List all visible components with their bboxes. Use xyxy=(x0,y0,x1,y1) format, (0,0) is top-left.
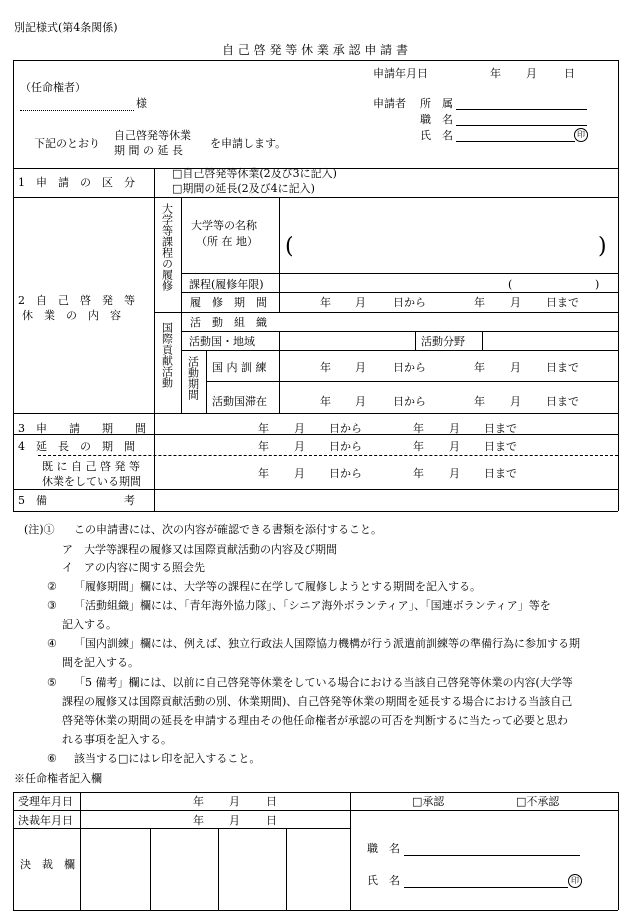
note6: 該当する□にはレ印を記入すること。 xyxy=(74,752,261,765)
appointer-field[interactable] xyxy=(20,110,134,111)
sama-label: 様 xyxy=(136,97,147,110)
option-extension-checkbox[interactable]: □期間の延長(2及び4に記入) xyxy=(172,182,315,195)
intro-option-extension: 期 間 の 延 長 xyxy=(114,144,183,157)
note1b: イ アの内容に関する照会先 xyxy=(62,561,205,574)
approver-seal-icon: 印 xyxy=(568,874,582,888)
row5-label: 5 備 考 xyxy=(18,494,135,507)
activity-country-label: 活動国・地域 xyxy=(189,335,255,348)
intro-option-leave: 自己啓発等休業 xyxy=(114,129,191,142)
stay-abroad-label: 活動国滞在 xyxy=(212,395,267,408)
decision-column-label: 決 裁 欄 xyxy=(20,858,75,871)
remarks-field[interactable] xyxy=(160,492,610,508)
intro-left: 下記のとおり xyxy=(34,137,100,150)
position-field[interactable] xyxy=(456,125,587,126)
affiliation-label: 所 属 xyxy=(420,97,453,110)
university-field-close: ) xyxy=(598,234,607,259)
row4b-label-line2: 休業をしている期間 xyxy=(42,475,141,488)
received-date-label: 受理年月日 xyxy=(18,795,73,808)
decided-date-label: 決裁年月日 xyxy=(18,814,73,827)
university-location-label: （所 在 地） xyxy=(196,235,258,248)
applicant-label: 申請者 xyxy=(373,97,406,110)
option-leave-checkbox[interactable]: □自己啓発等休業(2及び3に記入) xyxy=(172,167,337,180)
note5-line2: 課程の履修又は国際貢献活動の別、休業期間)、自己啓発等休業の期間を延長する場合における当該自己 xyxy=(62,695,573,708)
note2: 「履修期間」欄には、大学等の課程に在学して履修しようとする期間を記入する。 xyxy=(74,580,481,593)
university-course-vertical: 大学等課程の履修 xyxy=(160,203,174,291)
approver-name-label: 氏 名 xyxy=(367,874,400,887)
international-activity-vertical: 国際貢献活動 xyxy=(160,322,174,388)
intro-right: を申請します。 xyxy=(210,137,287,150)
approver-position-label: 職 名 xyxy=(367,842,400,855)
seal-icon: 印 xyxy=(574,128,588,142)
course-paren-open: ( xyxy=(508,278,513,291)
domestic-training-label: 国 内 訓 練 xyxy=(212,361,267,374)
row4b-label-line1: 既 に 自 己 啓 発 等 xyxy=(42,460,140,473)
course-paren-close: ) xyxy=(595,278,600,291)
row2-label-line1: 2 自 己 啓 発 等 xyxy=(18,294,135,307)
activity-field-label: 活動分野 xyxy=(421,335,465,348)
note4-line1: 「国内訓練」欄には、例えば、独立行政法人国際協力機構が行う派遣前訓練等の準備行為に参加する期 xyxy=(74,637,580,650)
note1a: ア 大学等課程の履修又は国際貢献活動の内容及び期間 xyxy=(62,543,337,556)
name-field[interactable] xyxy=(456,141,575,142)
name-label: 氏 名 xyxy=(420,129,453,142)
form-reference: 別記様式(第4条関係) xyxy=(14,21,118,34)
note5-line4: れる事項を記入する。 xyxy=(62,733,172,746)
date-day: 日 xyxy=(564,67,575,80)
position-label: 職 名 xyxy=(420,113,453,126)
note5-line3: 啓発等休業の期間の延長を申請する理由その他任命権者が承認の可否を判断するに当たって必要と思わ xyxy=(62,714,568,727)
approve-checkbox[interactable]: □承認 xyxy=(412,795,445,808)
activity-org-label: 活 動 組 織 xyxy=(190,316,267,329)
university-name-label: 大学等の名称 xyxy=(191,219,257,232)
note3-line1: 「活動組織」欄には、「青年海外協力隊」、「シニア海外ボランティア」、「国連ボランティア」等を xyxy=(74,599,551,612)
appointer-label: （任命権者） xyxy=(20,81,86,94)
activity-period-vertical: 活動期間 xyxy=(186,356,200,400)
disapprove-checkbox[interactable]: □不承認 xyxy=(516,795,560,808)
approver-position-field[interactable] xyxy=(404,855,580,856)
affiliation-field[interactable] xyxy=(456,109,587,110)
study-period-label: 履 修 期 間 xyxy=(190,296,267,309)
date-year: 年 xyxy=(490,67,501,80)
row4-label: 4 延 長 の 期 間 xyxy=(18,440,135,453)
row2-label-line2: 休 業 の 内 容 xyxy=(22,309,121,322)
university-field-open: ( xyxy=(285,234,294,259)
course-label: 課程(履修年限) xyxy=(189,278,264,291)
appointer-section-heading: ※任命権者記入欄 xyxy=(14,772,102,785)
university-name-field[interactable] xyxy=(300,224,590,264)
page-title: 自 己 啓 発 等 休 業 承 認 申 請 書 xyxy=(222,43,408,57)
note5-line1: 「5 備考」欄には、以前に自己啓発等休業をしている場合における当該自己啓発等休業の内容(大学等 xyxy=(74,676,573,689)
note1: この申請書には、次の内容が確認できる書類を添付すること。 xyxy=(74,523,382,536)
application-date-label: 申請年月日 xyxy=(373,67,428,80)
note4-line2: 間を記入する。 xyxy=(62,656,139,669)
date-month: 月 xyxy=(526,67,537,80)
row1-label: 1 申 請 の 区 分 xyxy=(18,176,135,189)
note3-line2: 記入する。 xyxy=(62,618,117,631)
note1-head: (注)① xyxy=(24,523,55,536)
approver-name-field[interactable] xyxy=(404,887,568,888)
row3-label: 3 申 請 期 間 xyxy=(18,422,146,435)
